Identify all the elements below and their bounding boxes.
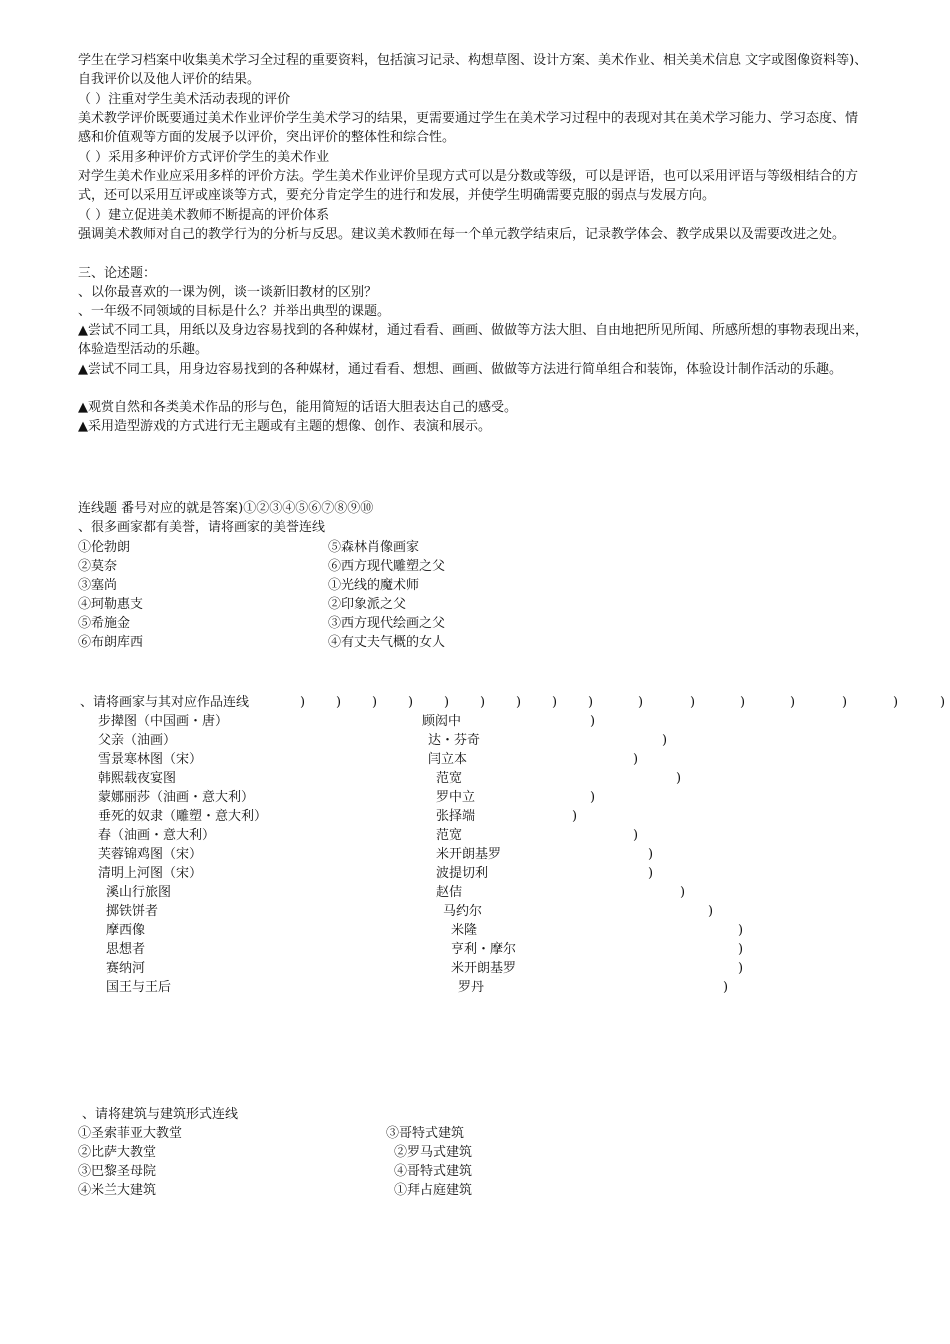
answer-paren: ): [633, 828, 639, 843]
q3-building: ②比萨大教堂: [78, 1145, 157, 1160]
q1-left-item: ③塞尚: [78, 578, 118, 593]
q1-right-item: ④有丈夫气概的女人: [328, 635, 446, 650]
answer-paren: ): [738, 942, 744, 957]
q1-left-item: ⑤希施金: [78, 616, 131, 631]
essay-title: 三、论述题：: [78, 266, 157, 281]
answer-paren: ): [842, 695, 848, 710]
answer-paren: ): [300, 695, 306, 710]
q2-work: 思想者: [106, 942, 146, 957]
q2-work: 国王与王后: [106, 980, 172, 995]
q1-right-item: ⑤森林肖像画家: [328, 540, 420, 555]
q2-work: 步撵图（中国画・唐）: [98, 714, 229, 729]
q2-artist: 罗丹: [458, 980, 485, 995]
q2-artist: 米开朗基罗: [436, 847, 502, 862]
essay-bullet-2: ▲尝试不同工具，用身边容易找到的各种媒材，通过看看、想想、画画、做做等方法进行简单组合和装饰，体验设计制作活动的乐趣。: [78, 362, 842, 377]
intro-paragraph-3: 对学生美术作业应采用多样的评价方法。学生美术作业评价呈现方式可以是分数或等级，可以是评语，也可以采用评语与等级相结合的方式，还可以采用互评或座谈等方式，要充分肯定学生的进行和发展，并使学生明确需要克服的弱点与发展方向。: [78, 169, 859, 204]
q1-left-item: ④珂勒惠支: [78, 597, 144, 612]
q2-artist: 米隆: [451, 923, 478, 938]
q1-right-item: ②印象派之父: [328, 597, 407, 612]
q2-artist: 范宽: [436, 771, 463, 786]
answer-paren: ): [738, 961, 744, 976]
answer-paren: ): [638, 695, 644, 710]
intro-paragraph-4: 强调美术教师对自己的教学行为的分析与反思。建议美术教师在每一个单元教学结束后，记录教学体会、教学成果以及需要改进之处。: [78, 227, 846, 242]
q2-work: 雪景寒林图（宋）: [98, 752, 203, 767]
q1-left-item: ⑥布朗库西: [78, 635, 144, 650]
q2-artist: 闫立本: [428, 752, 468, 767]
intro-heading-2: （ ）注重对学生美术活动表现的评价: [78, 92, 291, 107]
intro-paragraph-1: 学生在学习档案中收集美术学习全过程的重要资料，包括演习记录、构想草图、设计方案、美术作业、相关美术信息 文字或图像资料等)、自我评价以及他人评价的结果。: [78, 53, 868, 88]
essay-bullet-1: ▲尝试不同工具，用纸以及身边容易找到的各种媒材，通过看看、画画、做做等方法大胆、自由地把所见所闻、所感所想的事物表现出来，体验造型活动的乐趣。: [78, 323, 868, 358]
q2-work: 掷铁饼者: [106, 904, 159, 919]
q2-work: 蒙娜丽莎（油画・意大利）: [98, 790, 255, 805]
q2-artist: 达・芬奇: [428, 733, 481, 748]
q2-work: 摩西像: [106, 923, 146, 938]
answer-paren: ): [790, 695, 796, 710]
answer-paren: ): [680, 885, 686, 900]
answer-paren: ): [336, 695, 342, 710]
q2-work: 清明上河图（宋）: [98, 866, 203, 881]
q1-left-item: ②莫奈: [78, 559, 118, 574]
q3-building: ③巴黎圣母院: [78, 1164, 157, 1179]
q2-work: 赛纳河: [106, 961, 146, 976]
q2-artist: 张择端: [436, 809, 476, 824]
matching-question-2: 、请将画家与其对应作品连线: [80, 695, 250, 710]
essay-question-1: 、以你最喜欢的一课为例，谈一谈新旧教材的区别？: [78, 285, 378, 300]
essay-bullet-3: ▲观赏自然和各类美术作品的形与色，能用简短的话语大胆表达自己的感受。: [78, 400, 517, 415]
answer-paren: ): [552, 695, 558, 710]
essay-bullet-4: ▲采用造型游戏的方式进行无主题或有主题的想像、创作、表演和展示。: [78, 419, 491, 434]
q2-work: 韩熙载夜宴图: [98, 771, 177, 786]
q1-right-item: ③西方现代绘画之父: [328, 616, 446, 631]
q2-artist: 顾闳中: [422, 714, 462, 729]
q2-artist: 波提切利: [436, 866, 489, 881]
answer-paren: ): [740, 695, 746, 710]
q2-artist: 亨利・摩尔: [451, 942, 517, 957]
answer-paren: ): [690, 695, 696, 710]
q3-building: ④米兰大建筑: [78, 1183, 157, 1198]
answer-paren: ): [590, 790, 596, 805]
answer-paren: ): [723, 980, 729, 995]
q2-work: 溪山行旅图: [106, 885, 172, 900]
q1-left-item: ①伦勃朗: [78, 540, 131, 555]
answer-paren: ): [408, 695, 414, 710]
q3-style: ①拜占庭建筑: [394, 1183, 473, 1198]
answer-paren: ): [516, 695, 522, 710]
q2-work: 芙蓉锦鸡图（宋）: [98, 847, 203, 862]
q2-artist: 米开朗基罗: [451, 961, 517, 976]
q2-work: 春（油画・意大利）: [98, 828, 216, 843]
answer-paren: ): [676, 771, 682, 786]
q2-artist: 赵佶: [436, 885, 463, 900]
answer-paren: ): [444, 695, 450, 710]
answer-paren: ): [588, 695, 594, 710]
answer-paren: ): [708, 904, 714, 919]
answer-paren: ): [738, 923, 744, 938]
answer-paren: ): [940, 695, 946, 710]
q2-artist: 范宽: [436, 828, 463, 843]
answer-paren: ): [893, 695, 899, 710]
intro-heading-3: （ ）采用多种评价方式评价学生的美术作业: [78, 150, 330, 165]
essay-question-2: 、一年级不同领域的目标是什么？并举出典型的课题。: [78, 304, 391, 319]
matching-question-3: 、请将建筑与建筑形式连线: [82, 1107, 239, 1122]
answer-paren: ): [633, 752, 639, 767]
answer-paren: ): [590, 714, 596, 729]
q3-building: ①圣索菲亚大教堂: [78, 1126, 183, 1141]
matching-title: 连线题 番号对应的就是答案)①②③④⑤⑥⑦⑧⑨⑩: [78, 501, 374, 516]
answer-paren: ): [648, 847, 654, 862]
q1-right-item: ①光线的魔术师: [328, 578, 420, 593]
answer-paren: ): [662, 733, 668, 748]
q2-artist: 马约尔: [443, 904, 483, 919]
intro-heading-4: （ ）建立促进美术教师不断提高的评价体系: [78, 208, 330, 223]
answer-paren: ): [372, 695, 378, 710]
answer-paren: ): [480, 695, 486, 710]
q2-artist: 罗中立: [436, 790, 476, 805]
q2-work: 垂死的奴隶（雕塑・意大利）: [98, 809, 268, 824]
q2-work: 父亲（油画）: [98, 733, 177, 748]
q3-style: ④哥特式建筑: [394, 1164, 473, 1179]
answer-paren: ): [648, 866, 654, 881]
answer-paren: ): [572, 809, 578, 824]
matching-question-1: 、很多画家都有美誉，请将画家的美誉连线: [78, 520, 326, 535]
q3-style: ③哥特式建筑: [386, 1126, 465, 1141]
intro-paragraph-2: 美术教学评价既要通过美术作业评价学生美术学习的结果，更需要通过学生在美术学习过程中的表现对其在美术学习能力、学习态度、情感和价值观等方面的发展予以评价，突出评价的整体性和综合性。: [78, 111, 859, 146]
q1-right-item: ⑥西方现代雕塑之父: [328, 559, 446, 574]
q3-style: ②罗马式建筑: [394, 1145, 473, 1160]
